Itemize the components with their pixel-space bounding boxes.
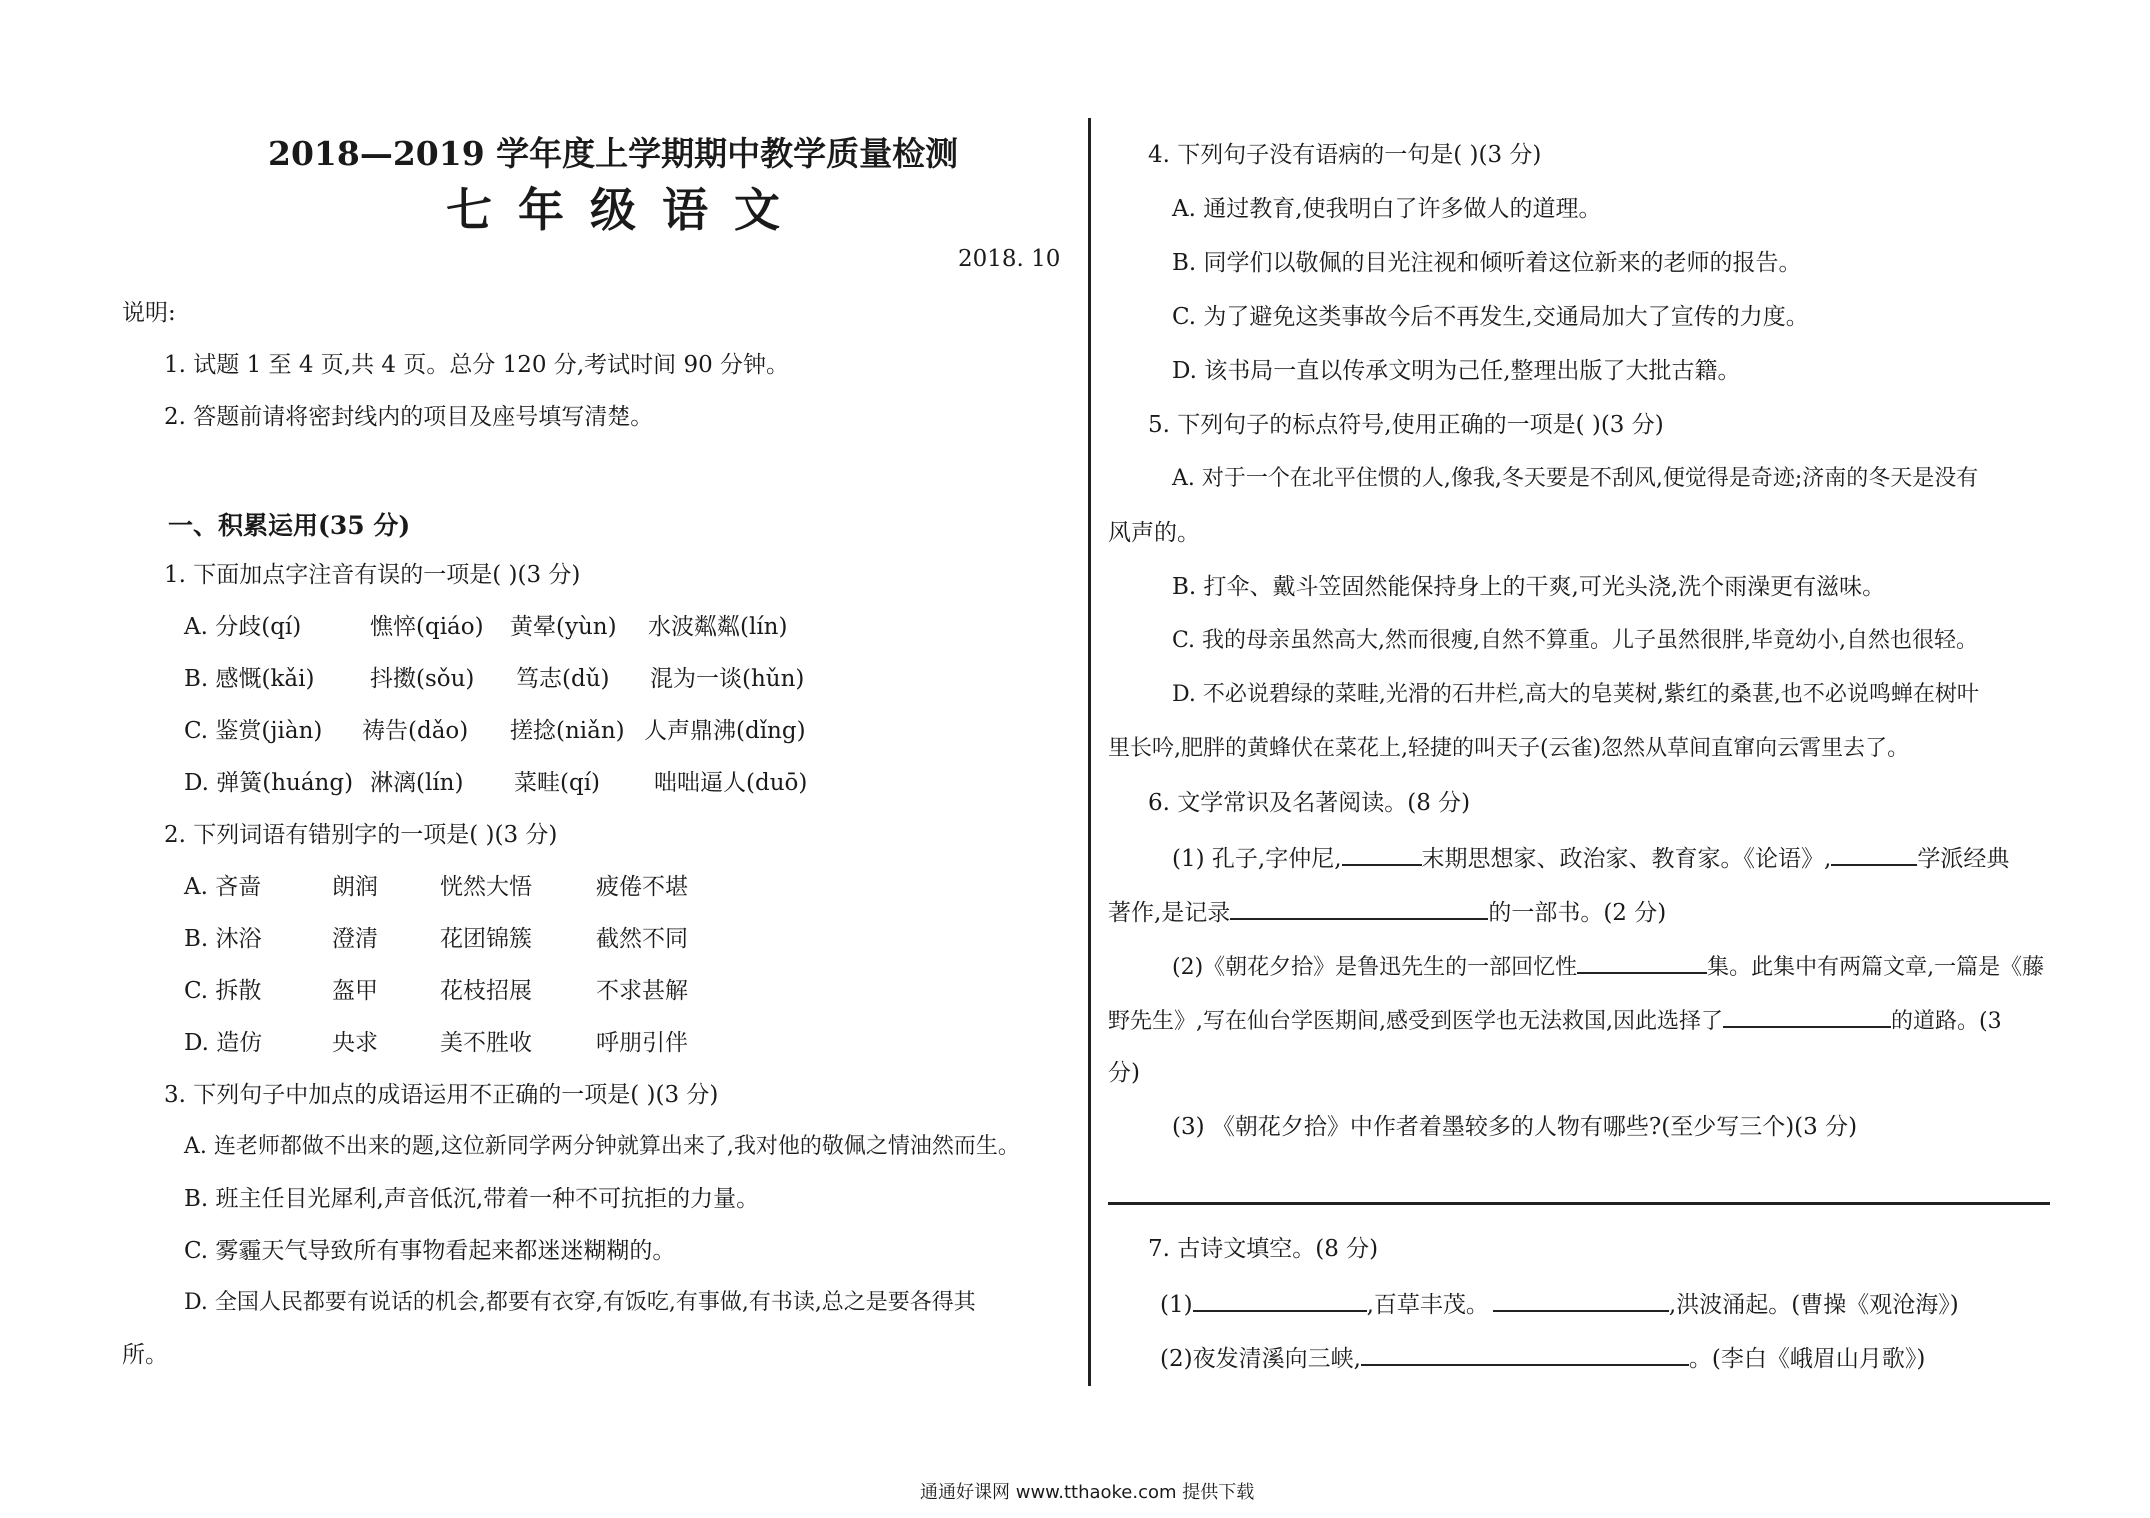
q1-option-a-word2: 憔悴(qiáo) — [370, 614, 484, 640]
q2-option-b: B. 沐浴 — [184, 926, 262, 952]
q6-part1-line2 — [1108, 896, 1666, 928]
q6-part2-text: (2)《朝花夕拾》是鲁迅先生的一部回忆性 — [1172, 955, 1578, 980]
q5-option-a: A. 对于一个在北平住惯的人,像我,冬天要是不刮风,便觉得是奇迹;济南的冬天是没有 — [1172, 466, 1979, 491]
q2-option-d-word4: 呼朋引伴 — [596, 1030, 688, 1056]
q1-option-d-word2: 淋漓(lín) — [370, 770, 464, 796]
q1-option-c-word3: 搓捻(niǎn) — [510, 718, 625, 744]
answer-blank[interactable] — [1193, 1288, 1367, 1312]
answer-blank[interactable] — [1723, 1004, 1891, 1028]
answer-line[interactable] — [1108, 1202, 2050, 1205]
q6-part2-line2 — [1108, 1004, 2002, 1037]
q2-option-d-word3: 美不胜收 — [440, 1030, 532, 1056]
q6-part2-text: 集。此集中有两篇文章,一篇是《藤 — [1707, 955, 2045, 980]
q1-option-b-word3: 笃志(dǔ) — [516, 666, 610, 692]
q1-option-c: C. 鉴赏(jiàn) — [184, 718, 323, 744]
answer-blank[interactable] — [1230, 896, 1488, 920]
question-3-stem: 3. 下列句子中加点的成语运用不正确的一项是( )(3 分) — [164, 1082, 719, 1108]
note-item: 1. 试题 1 至 4 页,共 4 页。总分 120 分,考试时间 90 分钟。 — [164, 352, 790, 378]
q2-option-c-word4: 不求甚解 — [596, 978, 688, 1004]
q7-text: (2)夜发清溪向三峡, — [1160, 1346, 1361, 1372]
answer-blank[interactable] — [1577, 950, 1707, 974]
q1-option-a: A. 分歧(qí) — [184, 614, 302, 640]
q2-option-a-word4: 疲倦不堪 — [596, 874, 688, 900]
q5-option-b: B. 打伞、戴斗笠固然能保持身上的干爽,可光头浇,洗个雨澡更有滋味。 — [1172, 574, 1886, 600]
q6-part2-text: 的道路。(3 — [1890, 1009, 2002, 1034]
q4-option-a: A. 通过教育,使我明白了许多做人的道理。 — [1172, 196, 1602, 222]
q7-line1 — [1160, 1288, 1959, 1320]
column-divider — [1088, 118, 1091, 1386]
q1-option-a-word4: 水波粼粼(lín) — [648, 614, 788, 640]
question-2-stem: 2. 下列词语有错别字的一项是( )(3 分) — [164, 822, 558, 848]
q1-option-c-word4: 人声鼎沸(dǐng) — [644, 718, 806, 744]
answer-blank[interactable] — [1831, 842, 1917, 866]
exam-title: 2018—2019 学年度上学期期中教学质量检测 — [268, 134, 959, 173]
q5-option-d-continued: 里长吟,肥胖的黄蜂伏在菜花上,轻捷的叫天子(云雀)忽然从草间直窜向云霄里去了。 — [1108, 736, 1910, 761]
q2-option-b-word4: 截然不同 — [596, 926, 688, 952]
q1-option-c-word2: 祷告(dǎo) — [362, 718, 469, 744]
answer-blank[interactable] — [1493, 1288, 1669, 1312]
q2-option-a-word2: 朗润 — [332, 874, 378, 900]
q6-part3: (3) 《朝花夕拾》中作者着墨较多的人物有哪些?(至少写三个)(3 分) — [1172, 1114, 1858, 1140]
q2-option-c-word3: 花枝招展 — [440, 978, 532, 1004]
q3-option-c: C. 雾霾天气导致所有事物看起来都迷迷糊糊的。 — [184, 1238, 676, 1264]
q2-option-a: A. 吝啬 — [184, 874, 262, 900]
q6-part1-text: 著作,是记录 — [1108, 900, 1231, 926]
q1-option-d-word3: 菜畦(qí) — [514, 770, 601, 796]
question-6-stem: 6. 文学常识及名著阅读。(8 分) — [1148, 790, 1471, 816]
q3-option-d: D. 全国人民都要有说话的机会,都要有衣穿,有饭吃,有事做,有书读,总之是要各得其 — [184, 1290, 976, 1315]
q4-option-c: C. 为了避免这类事故今后不再发生,交通局加大了宣传的力度。 — [1172, 304, 1809, 330]
exam-subject: 七年级语文 — [446, 183, 806, 237]
q5-option-d: D. 不必说碧绿的菜畦,光滑的石井栏,高大的皂荚树,紫红的桑葚,也不必说鸣蝉在树叶 — [1172, 682, 1979, 707]
q1-option-b: B. 感慨(kǎi) — [184, 666, 315, 692]
q3-option-a: A. 连老师都做不出来的题,这位新同学两分钟就算出来了,我对他的敬佩之情油然而生。 — [184, 1134, 1020, 1159]
question-4-stem: 4. 下列句子没有语病的一句是( )(3 分) — [1148, 142, 1542, 168]
q6-part1-text: (1) 孔子,字仲尼, — [1172, 846, 1342, 872]
q6-part1-line1 — [1172, 842, 2009, 874]
q5-option-c: C. 我的母亲虽然高大,然而很瘦,自然不算重。儿子虽然很胖,毕竟幼小,自然也很轻。 — [1172, 628, 1979, 653]
answer-blank[interactable] — [1361, 1342, 1689, 1366]
q6-part1-text: 学派经典 — [1917, 846, 2010, 872]
q6-part1-text: 的一部书。(2 分) — [1488, 900, 1667, 926]
q2-option-d-word2: 央求 — [332, 1030, 378, 1056]
answer-blank[interactable] — [1342, 842, 1422, 866]
q2-option-d: D. 造仿 — [184, 1030, 263, 1056]
footer-source: 通通好课网 www.tthaoke.com 提供下载 — [920, 1482, 1255, 1503]
q4-option-b: B. 同学们以敬佩的目光注视和倾听着这位新来的老师的报告。 — [1172, 250, 1802, 276]
question-5-stem: 5. 下列句子的标点符号,使用正确的一项是( )(3 分) — [1148, 412, 1664, 438]
q6-part2-text: 野先生》,写在仙台学医期间,感受到医学也无法救国,因此选择了 — [1108, 1009, 1723, 1034]
q6-part2-line3: 分) — [1108, 1060, 1140, 1086]
q7-text: (1) — [1160, 1292, 1193, 1318]
q7-text: 。(李白《峨眉山月歌》) — [1688, 1346, 1926, 1372]
note-item: 2. 答题前请将密封线内的项目及座号填写清楚。 — [164, 404, 654, 430]
q2-option-c-word2: 盔甲 — [332, 978, 378, 1004]
notes-heading: 说明: — [122, 300, 176, 326]
question-7-stem: 7. 古诗文填空。(8 分) — [1148, 1236, 1379, 1262]
q3-option-b: B. 班主任目光犀利,声音低沉,带着一种不可抗拒的力量。 — [184, 1186, 760, 1212]
q5-option-a-continued: 风声的。 — [1108, 520, 1200, 546]
q6-part2-line1 — [1172, 950, 2044, 983]
q2-option-b-word2: 澄清 — [332, 926, 378, 952]
q1-option-b-word4: 混为一谈(hǔn) — [650, 666, 805, 692]
q7-text: ,洪波涌起。(曹操《观沧海》) — [1668, 1292, 1959, 1318]
q4-option-d: D. 该书局一直以传承文明为己任,整理出版了大批古籍。 — [1172, 358, 1741, 384]
q1-option-d-word4: 咄咄逼人(duō) — [654, 770, 808, 796]
q2-option-c: C. 拆散 — [184, 978, 262, 1004]
q2-option-b-word3: 花团锦簇 — [440, 926, 532, 952]
q1-option-a-word3: 黄晕(yùn) — [510, 614, 617, 640]
q1-option-b-word2: 抖擞(sǒu) — [370, 666, 475, 692]
q3-option-d-continued: 所。 — [122, 1342, 168, 1368]
q1-option-d: D. 弹簧(huáng) — [184, 770, 354, 796]
exam-date: 2018. 10 — [958, 246, 1061, 272]
q7-line2 — [1160, 1342, 1925, 1374]
q6-part1-text: 末期思想家、政治家、教育家。《论语》, — [1421, 846, 1832, 872]
q2-option-a-word3: 恍然大悟 — [440, 874, 532, 900]
q7-text: ,百草丰茂。 — [1366, 1292, 1489, 1318]
question-1-stem: 1. 下面加点字注音有误的一项是( )(3 分) — [164, 562, 581, 588]
section-heading: 一、积累运用(35 分) — [168, 511, 411, 540]
